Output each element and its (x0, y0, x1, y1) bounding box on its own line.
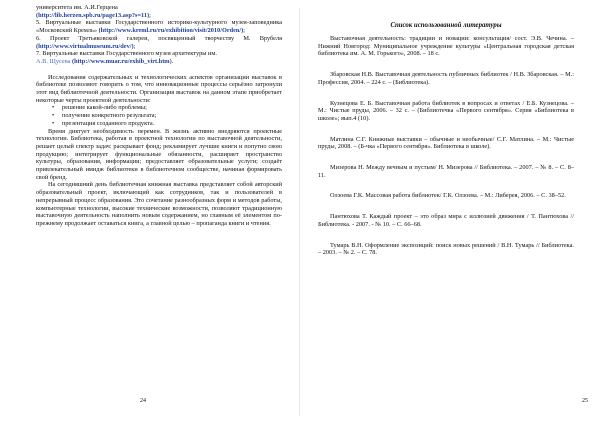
bibliography-item: Збаровская Н.В. Выставочная деятельность публичных библиотек / Н.В. Збаровская. – М.: Профессия, 2004. – 224 с. – (Библиотека). (318, 71, 574, 86)
bibliography-item: Мизерова Н. Между вечным и пустым/ Н. Мизерова // Библиотека. – 2007. – № 8. – С. 8–11. (318, 164, 574, 179)
ref-line-herzen-link: (http://lib.herzen.spb.ru/page13.asp?s=11); (36, 11, 151, 19)
virtualmuseum-link[interactable]: (http://www.virtualmuseum.ru/dev/) (36, 42, 134, 50)
bullet-item: • решение какой-либо проблемы; (62, 104, 282, 112)
kremlin-link[interactable]: (http://www.kreml.ru/ru/exhibition/visit/2010/Orden/) (98, 27, 244, 35)
herzen-link[interactable]: (http://lib.herzen.spb.ru/page13.asp?s=11) (36, 11, 150, 19)
bibliography-item: Тумарь В.Н. Оформление экспозиций: поиск новых решений / В.Н. Тумарь // Библиотека. – 2003. – № 2. – С. 78. (318, 241, 574, 257)
ref-line-schusev: А.В. Щусева (http://www.muar.ru/exhib_virt.htm). (36, 57, 174, 65)
ref-line-university: университета им. А.И.Герцена (36, 4, 118, 11)
ref-line-kremlin: 5. Виртуальные выставки Государственного историко-культурного музея-заповедника «Московский Кремль» (http://www.kreml.ru/ru/exhibition/visit/2010/Orden/); (36, 19, 282, 35)
paragraph-today: На сегодняшний день библиотечная книжная выставка представляет собой авторский образовательный проект, включающий как сотрудников, так и пользователей в непрерывный процесс образования. Это сочетание разнообразных форм и методов работы, компьютерные технологии, высокие технические возможности, позволяют традиционную выставочную деятельность наполнить новым содержанием, но главным её элементом по-прежнему продолжает оставаться книга, а главной целью – пропаганда книги и чтения. (36, 181, 282, 227)
spacer (36, 66, 282, 74)
bullet-item: • презентация созданного продукта. (62, 120, 282, 128)
bibliography-title: Список использованной литературы (390, 22, 502, 29)
bibliography-item: Кузнецова Е. Б. Выставочная работа библиотек в вопросах и ответах / Е.Б. Кузнецова. – М.: Чистые пруды, 2006. – 32 с. – (Библиотечка «Первого сентября». Серия «Библиотека в школе»; вып.4 (10). (318, 99, 574, 122)
page-number-right: 25 (582, 398, 588, 404)
bibliography-item: Олзоева Г.К. Массовая работа библиотек/ Г.К. Олзоева. – М.: Либерея, 2006. – С. 38–52. (330, 192, 566, 200)
schusev-name: А.В. Щусева (36, 57, 71, 65)
bullet-list (36, 104, 282, 127)
paragraph-time: Время диктует необходимость перемен. В жизнь активно внедряются проектные технологии. Библиотека, работая в проектной технологии по выставочной деятельности, решает целый спектр задач: раскрывает фонд; рекламирует лучшие книги и попутно свою продукцию; интегрирует функциональные обязанности, расширяет пространство культуры, образования, информации; предоставляет образовательные услуги; создаёт привлекательный имидж библиотеки в библиотечном сообществе, начиная формировать свой бренд. (36, 127, 282, 181)
bibliography-item: Выставочная деятельность: традиции и новации: консультация/ сост. Э.В. Чечина. – Нижний Новгород: Муниципальное учреждение культуры «Центральная городская детская библиотека им. А. М. Горького», 2008. – 18 с. (318, 35, 574, 58)
bullet-item: • получение конкретного результата; (62, 112, 282, 120)
bibliography-item: Матлина С.Г. Книжные выставки – обычные и необычные/ С.Г. Матлина. – М.: Чистые пруды, 2008. – (Б-чка «Первого сентября». Библиотека в школе). (318, 135, 574, 151)
muar-link[interactable]: (http://www.muar.ru/exhib_virt.htm (71, 57, 170, 65)
page-number-left: 24 (140, 398, 146, 404)
ref-line-muar: 7. Виртуальные выставки Государственного музея архитектуры им. (36, 50, 217, 58)
ref-line-tretyakov: 6. Проект Третьяковской галереи, посвященный творчеству М. Врубеля (http://www.virtualmuseum.ru/dev/); (36, 34, 282, 50)
paragraph-research: Исследования содержательных и технологических аспектов организации выставок в библиотеке позволяют говорить о том, что инновационные процессы серьёзно затронули этот вид библиотечной деятельности. Организация выставок на данном этапе приобретает некоторые черты проектной деятельности: (36, 73, 282, 104)
right-page (300, 0, 600, 424)
bibliography-item: Пантюхова Т. Каждый проект – это образ мира с иллюзией движения / Т. Пантюхова // Библиотека. - 2007. - № 10. – С. 66–68. (318, 213, 574, 228)
